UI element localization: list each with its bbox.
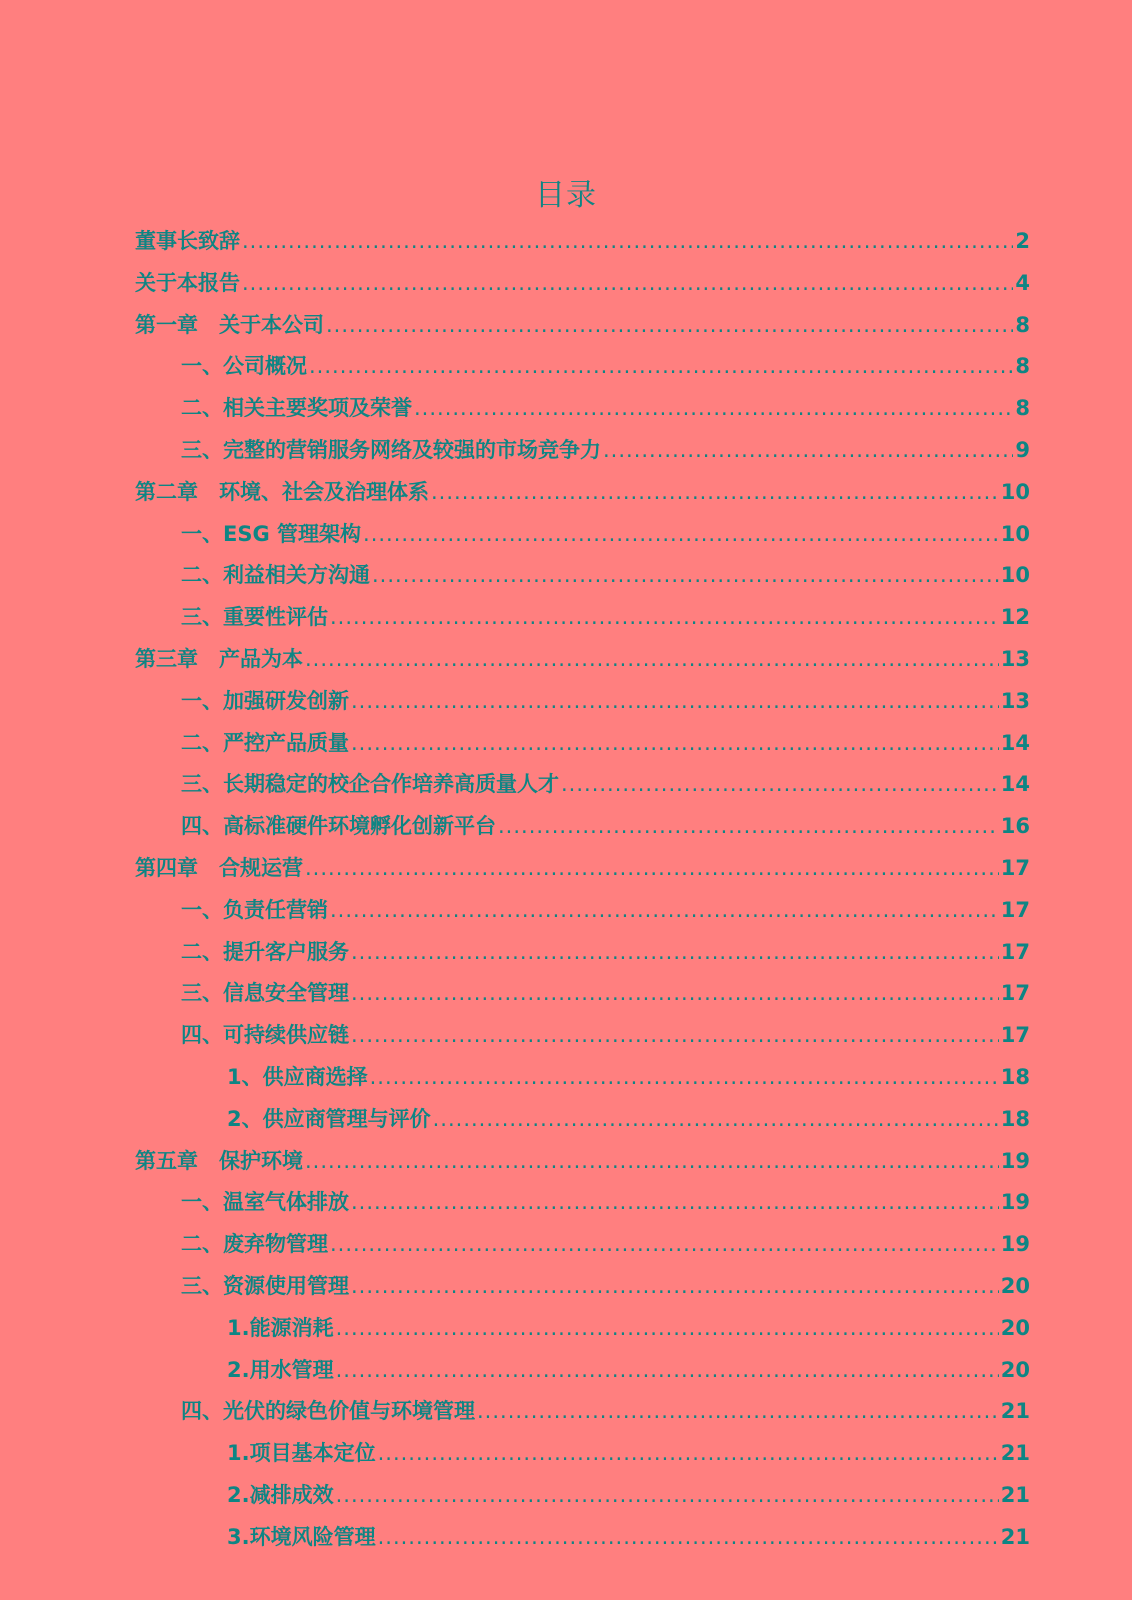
dot-leader (242, 221, 1013, 263)
toc-entry-page-number: 20 (1000, 1315, 1030, 1340)
toc-entry-page-number: 13 (1000, 646, 1030, 671)
dot-leader (305, 848, 999, 890)
toc-entry[interactable] (135, 305, 1030, 347)
toc-entry-page-number: 4 (1015, 270, 1030, 295)
toc-entry[interactable] (135, 221, 1030, 263)
dot-leader (309, 346, 1013, 388)
toc-entry-page-number: 19 (1000, 1232, 1030, 1257)
toc-entry[interactable] (135, 1099, 1030, 1141)
toc-entry-page-number: 10 (1000, 563, 1030, 588)
toc-entry[interactable] (135, 1224, 1030, 1266)
toc-entry-text: 关于本报告 (135, 270, 240, 295)
toc-entry-page-number: 8 (1015, 312, 1030, 337)
dot-leader (433, 1099, 999, 1141)
toc-entry-text: 二、废弃物管理 (181, 1232, 328, 1257)
toc-entry-page-number: 19 (1000, 1190, 1030, 1215)
dot-leader (351, 723, 999, 765)
toc-entry[interactable] (135, 1308, 1030, 1350)
toc-entry[interactable] (135, 472, 1030, 514)
toc-entry-page-number: 18 (1000, 1106, 1030, 1131)
toc-entry[interactable] (135, 723, 1030, 765)
dot-leader (336, 1350, 999, 1392)
dot-leader (351, 1266, 999, 1308)
toc-entry[interactable] (135, 555, 1030, 597)
toc-entry-page-number: 8 (1015, 396, 1030, 421)
toc-entry-page-number: 13 (1000, 688, 1030, 713)
toc-entry-page-number: 14 (1000, 730, 1030, 755)
toc-entry-page-number: 21 (1000, 1482, 1030, 1507)
dot-leader (336, 1308, 999, 1350)
toc-entry-page-number: 10 (1000, 521, 1030, 546)
toc-entry-text: 二、严控产品质量 (181, 730, 349, 755)
toc-entry-page-number: 10 (1000, 479, 1030, 504)
toc-list (135, 221, 1030, 1559)
toc-entry[interactable] (135, 1391, 1030, 1433)
dot-leader (351, 681, 999, 723)
toc-entry-page-number: 14 (1000, 772, 1030, 797)
dot-leader (363, 514, 999, 556)
toc-entry-text: 第四章 合规运营 (135, 855, 303, 880)
toc-entry[interactable] (135, 1350, 1030, 1392)
toc-entry-page-number: 2 (1015, 229, 1030, 253)
toc-entry-page-number: 17 (1000, 855, 1030, 880)
toc-entry-page-number: 20 (1000, 1273, 1030, 1298)
toc-entry-text: 二、利益相关方沟通 (181, 563, 370, 588)
toc-entry[interactable] (135, 1015, 1030, 1057)
dot-leader (431, 472, 999, 514)
toc-entry-page-number: 8 (1015, 354, 1030, 379)
toc-entry[interactable] (135, 1475, 1030, 1517)
dot-leader (336, 1475, 999, 1517)
toc-entry-text: 一、加强研发创新 (181, 688, 349, 713)
toc-entry-text: 四、高标准硬件环境孵化创新平台 (181, 814, 496, 839)
toc-entry-text: 第二章 环境、社会及治理体系 (135, 479, 429, 504)
toc-entry-text: 3.环境风险管理 (227, 1524, 376, 1549)
dot-leader (242, 263, 1013, 305)
dot-leader (370, 1057, 999, 1099)
toc-entry[interactable] (135, 1266, 1030, 1308)
toc-entry[interactable] (135, 848, 1030, 890)
toc-entry-text: 董事长致辞 (135, 229, 240, 253)
dot-leader (351, 1182, 999, 1224)
toc-entry-text: 一、负责任营销 (181, 897, 328, 922)
toc-entry[interactable] (135, 430, 1030, 472)
toc-entry[interactable] (135, 1433, 1030, 1475)
dot-leader (603, 430, 1013, 472)
toc-entry[interactable] (135, 890, 1030, 932)
toc-entry-text: 三、重要性评估 (181, 605, 328, 630)
toc-entry-text: 1.能源消耗 (227, 1315, 334, 1340)
dot-leader (351, 932, 999, 974)
dot-leader (326, 305, 1013, 347)
toc-entry-text: 2.减排成效 (227, 1482, 334, 1507)
toc-entry-page-number: 19 (1000, 1148, 1030, 1173)
dot-leader (305, 1141, 999, 1183)
toc-entry-text: 第一章 关于本公司 (135, 312, 324, 337)
toc-entry-text: 三、长期稳定的校企合作培养高质量人才 (181, 772, 559, 797)
toc-entry-page-number: 12 (1000, 605, 1030, 630)
toc-entry[interactable] (135, 1057, 1030, 1099)
toc-entry-text: 2、供应商管理与评价 (227, 1106, 431, 1131)
toc-entry[interactable] (135, 597, 1030, 639)
toc-entry[interactable] (135, 932, 1030, 974)
dot-leader (498, 806, 999, 848)
toc-entry[interactable] (135, 639, 1030, 681)
dot-leader (372, 555, 999, 597)
toc-entry[interactable] (135, 1141, 1030, 1183)
toc-entry[interactable] (135, 973, 1030, 1015)
toc-entry[interactable] (135, 1182, 1030, 1224)
toc-entry-page-number: 21 (1000, 1399, 1030, 1424)
dot-leader (351, 973, 999, 1015)
dot-leader (414, 388, 1013, 430)
toc-entry-text: 第三章 产品为本 (135, 646, 303, 671)
dot-leader (305, 639, 999, 681)
toc-entry[interactable] (135, 514, 1030, 556)
toc-entry-page-number: 21 (1000, 1441, 1030, 1466)
toc-entry-text: 四、可持续供应链 (181, 1023, 349, 1048)
toc-entry-text: 2.用水管理 (227, 1357, 334, 1382)
toc-entry-text: 1、供应商选择 (227, 1064, 368, 1089)
toc-entry[interactable] (135, 346, 1030, 388)
toc-title: 目录 (535, 178, 597, 213)
toc-entry-page-number: 21 (1000, 1524, 1030, 1549)
toc-entry-text: 四、光伏的绿色价值与环境管理 (181, 1399, 475, 1424)
dot-leader (351, 1015, 999, 1057)
toc-entry-page-number: 17 (1000, 897, 1030, 922)
dot-leader (477, 1391, 999, 1433)
toc-entry-page-number: 18 (1000, 1064, 1030, 1089)
toc-entry-text: 三、完整的营销服务网络及较强的市场竞争力 (181, 437, 601, 462)
toc-entry[interactable] (135, 681, 1030, 723)
toc-entry[interactable] (135, 388, 1030, 430)
toc-entry-page-number: 16 (1000, 814, 1030, 839)
toc-entry[interactable] (135, 1517, 1030, 1559)
dot-leader (330, 890, 999, 932)
toc-entry[interactable] (135, 806, 1030, 848)
dot-leader (330, 1224, 999, 1266)
toc-entry-text: 一、温室气体排放 (181, 1190, 349, 1215)
toc-entry[interactable] (135, 263, 1030, 305)
toc-entry-page-number: 20 (1000, 1357, 1030, 1382)
toc-entry-text: 二、相关主要奖项及荣誉 (181, 396, 412, 421)
toc-entry-text: 1.项目基本定位 (227, 1441, 376, 1466)
dot-leader (561, 764, 999, 806)
toc-entry-text: 三、资源使用管理 (181, 1273, 349, 1298)
dot-leader (378, 1517, 999, 1559)
toc-entry-text: 三、信息安全管理 (181, 981, 349, 1006)
toc-entry-page-number: 9 (1015, 437, 1030, 462)
toc-entry-page-number: 17 (1000, 981, 1030, 1006)
toc-entry-text: 一、ESG 管理架构 (181, 521, 362, 546)
toc-entry[interactable] (135, 764, 1030, 806)
toc-entry-page-number: 17 (1000, 1023, 1030, 1048)
dot-leader (378, 1433, 999, 1475)
toc-entry-text: 一、公司概况 (181, 354, 307, 379)
toc-entry-text: 二、提升客户服务 (181, 939, 349, 964)
toc-entry-page-number: 17 (1000, 939, 1030, 964)
dot-leader (330, 597, 999, 639)
toc-entry-text: 第五章 保护环境 (135, 1148, 303, 1173)
